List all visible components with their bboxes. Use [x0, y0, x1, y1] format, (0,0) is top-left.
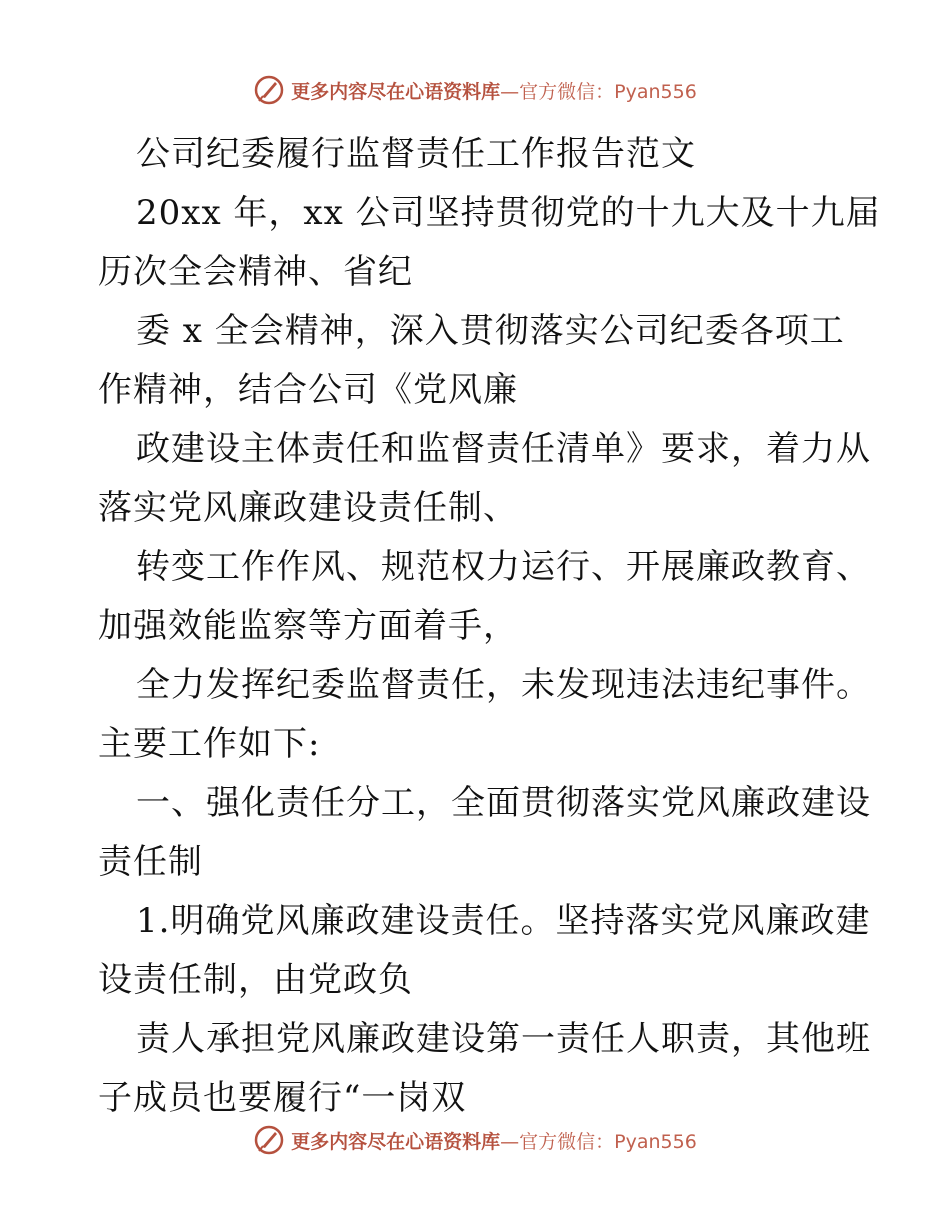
document-body	[98, 125, 881, 1128]
paragraph-line: 责人承担党风廉政建设第一责任人职责，其他班	[136, 1019, 871, 1059]
paragraph-line: 设责任制，由党政负	[98, 960, 413, 1000]
section-heading: 一、强化责任分工，全面贯彻落实党风廉政建设	[136, 783, 871, 823]
paragraph-line: 落实党风廉政建设责任制、	[98, 488, 518, 528]
banner-text	[291, 1127, 697, 1154]
banner-brand: 更多内容尽在心语资料库	[291, 80, 501, 103]
paragraph-line: 作精神，结合公司《党风廉	[98, 370, 518, 410]
paragraph-line: 政建设主体责任和监督责任清单》要求，着力从	[136, 429, 871, 469]
paragraph-line: 历次全会精神、省纪	[98, 252, 413, 292]
paragraph-line: 转变工作作风、规范权力运行、开展廉政教育、	[136, 547, 871, 587]
paragraph-line: 主要工作如下:	[98, 724, 321, 764]
paragraph-line: 加强效能监察等方面着手，	[98, 606, 518, 646]
paragraph-line: 委 x 全会精神，深入贯彻落实公司纪委各项工	[136, 311, 845, 351]
banner-text	[291, 77, 697, 104]
banner-contact: —官方微信：Pyan556	[500, 80, 697, 103]
watermark-banner-bottom	[0, 1122, 950, 1158]
quill-logo-icon	[253, 1124, 285, 1156]
section-heading-continued: 责任制	[98, 842, 203, 882]
paragraph-line: 子成员也要履行“一岗双	[98, 1078, 467, 1118]
document-title: 公司纪委履行监督责任工作报告范文	[136, 134, 696, 174]
banner-contact: —官方微信：Pyan556	[500, 1130, 697, 1153]
paragraph-line: 全力发挥纪委监督责任，未发现违法违纪事件。	[136, 665, 871, 705]
paragraph-line: 1.明确党风廉政建设责任。坚持落实党风廉政建	[136, 901, 871, 941]
paragraph-line: 20xx 年，xx 公司坚持贯彻党的十九大及十九届	[136, 193, 881, 233]
quill-logo-icon	[253, 74, 285, 106]
watermark-banner-top	[0, 72, 950, 108]
banner-brand: 更多内容尽在心语资料库	[291, 1130, 501, 1153]
